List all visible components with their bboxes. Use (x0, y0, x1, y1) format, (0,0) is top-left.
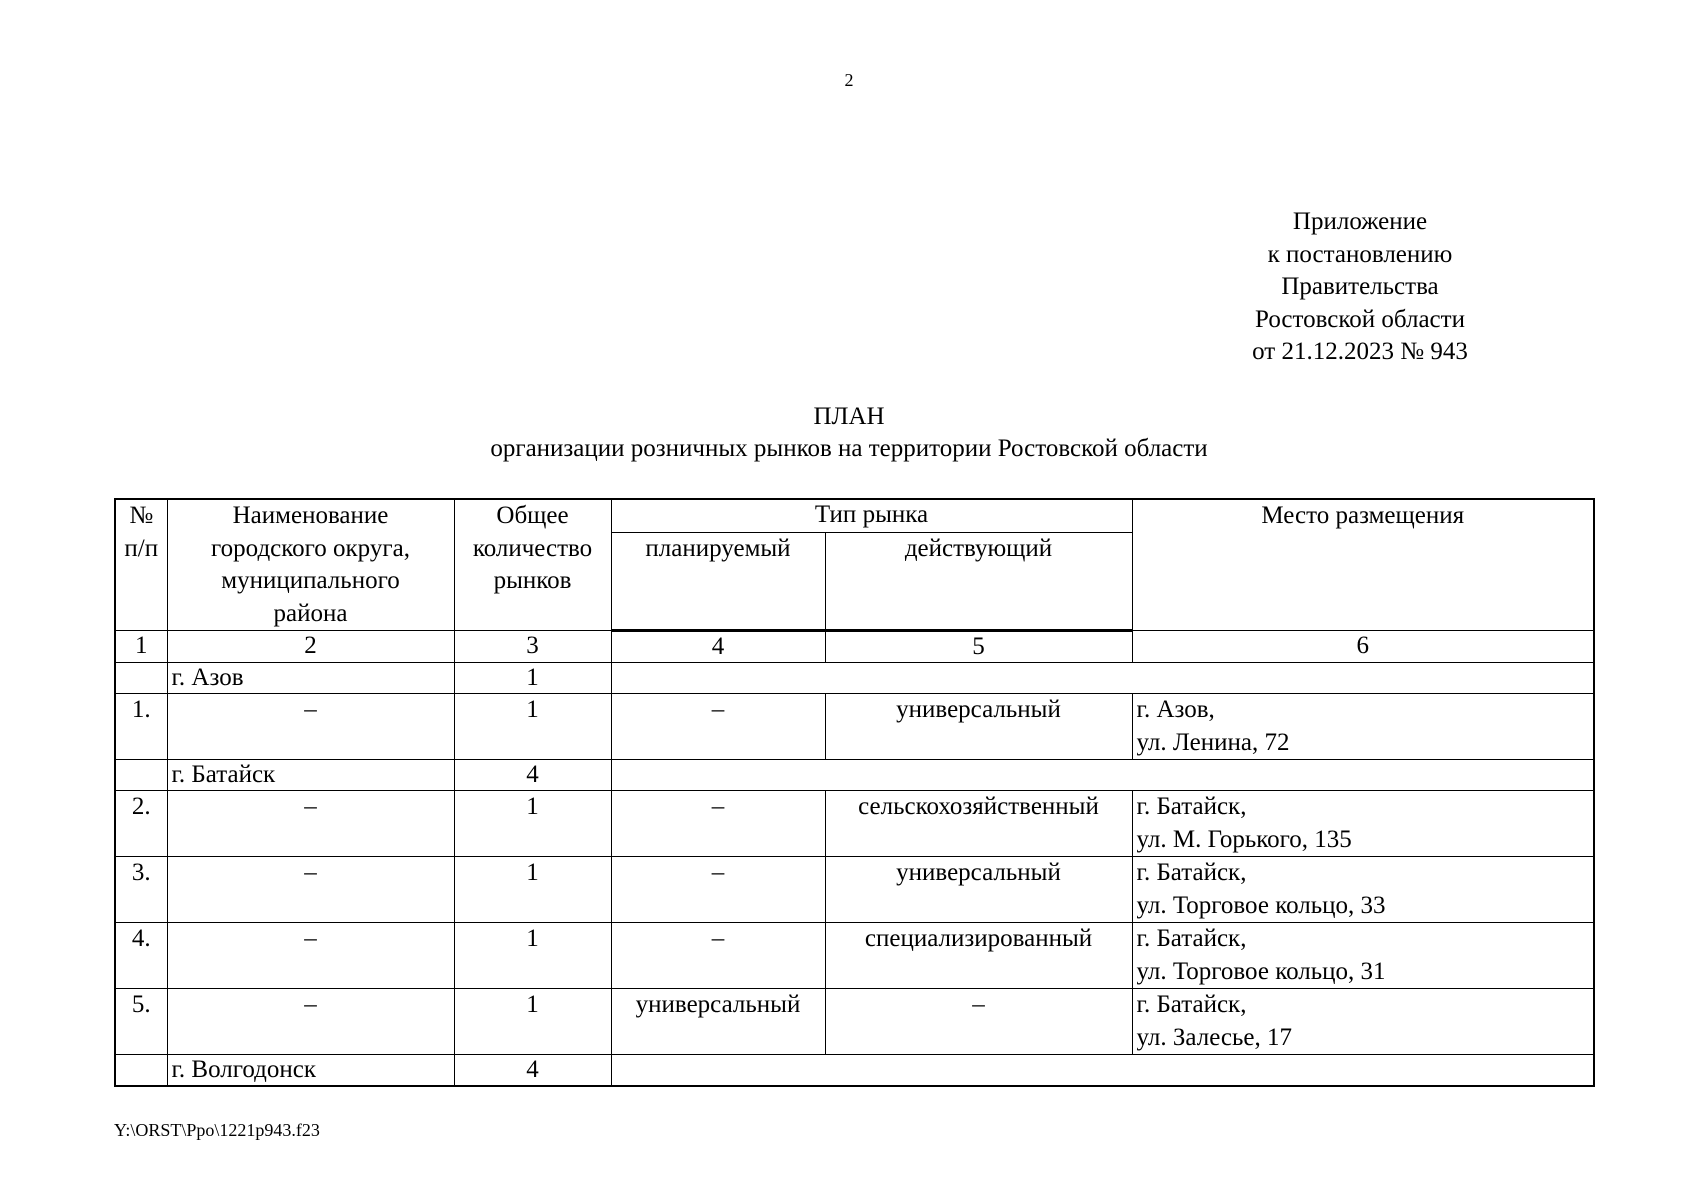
appendix-line: к постановлению (1267, 240, 1453, 268)
row-active: специализированный (825, 923, 1132, 989)
markets-plan-table (114, 498, 1595, 1087)
appendix-note (1200, 206, 1520, 369)
row-planned: – (611, 694, 825, 760)
table-row (115, 791, 1594, 857)
row-planned: универсальный (611, 989, 825, 1055)
header-number: № п/п (115, 499, 167, 631)
row-location: г. Батайск, ул. Залесье, 17 (1132, 989, 1594, 1055)
appendix-line: Приложение (1292, 208, 1428, 235)
row-name: – (167, 694, 454, 760)
district-market-count: 1 (454, 663, 611, 694)
table-row (115, 989, 1594, 1055)
row-planned: – (611, 923, 825, 989)
appendix-line: Ростовской области (1255, 305, 1465, 333)
row-active: универсальный (825, 857, 1132, 923)
appendix-line: от 21.12.2023 № 943 (1252, 338, 1468, 365)
column-numbers-row (115, 631, 1594, 663)
document-title: ПЛАН (813, 403, 885, 430)
row-active: универсальный (825, 694, 1132, 760)
row-total: 1 (454, 791, 611, 857)
column-number: 3 (454, 631, 611, 663)
district-row (115, 1055, 1594, 1087)
row-total: 1 (454, 989, 611, 1055)
header-district-name: Наименование городского округа, муниципального района (167, 499, 454, 631)
header-market-type: Тип рынка (611, 499, 1132, 533)
page-number: 2 (844, 70, 854, 90)
district-name: г. Волгодонск (167, 1055, 454, 1087)
column-number: 5 (825, 631, 1132, 663)
header-location: Место размещения (1132, 499, 1594, 631)
header-total-markets: Общее количество рынков (454, 499, 611, 631)
table-row (115, 694, 1594, 760)
document-heading (0, 401, 1698, 465)
row-planned: – (611, 857, 825, 923)
row-name: – (167, 791, 454, 857)
row-number: 1. (115, 694, 167, 760)
row-total: 1 (454, 923, 611, 989)
table-row (115, 857, 1594, 923)
table-row (115, 923, 1594, 989)
row-number: 3. (115, 857, 167, 923)
header-planned: планируемый (611, 533, 825, 631)
district-market-count: 4 (454, 760, 611, 791)
column-number: 6 (1132, 631, 1594, 663)
district-row (115, 663, 1594, 694)
row-planned: – (611, 791, 825, 857)
row-number: 5. (115, 989, 167, 1055)
row-location: г. Батайск, ул. Торговое кольцо, 31 (1132, 923, 1594, 989)
district-name: г. Батайск (167, 760, 454, 791)
document-subtitle: организации розничных рынков на территории Ростовской области (490, 435, 1208, 462)
row-active: сельскохозяйственный (825, 791, 1132, 857)
district-name: г. Азов (167, 663, 454, 694)
district-market-count: 4 (454, 1055, 611, 1087)
row-name: – (167, 923, 454, 989)
column-number: 4 (611, 631, 825, 663)
row-location: г. Батайск, ул. М. Горького, 135 (1132, 791, 1594, 857)
row-total: 1 (454, 694, 611, 760)
row-location: г. Азов, ул. Ленина, 72 (1132, 694, 1594, 760)
row-name: – (167, 989, 454, 1055)
header-active: действующий (825, 533, 1132, 631)
district-row (115, 760, 1594, 791)
column-number: 2 (167, 631, 454, 663)
row-location: г. Батайск, ул. Торговое кольцо, 33 (1132, 857, 1594, 923)
row-number: 2. (115, 791, 167, 857)
column-number: 1 (115, 631, 167, 663)
row-total: 1 (454, 857, 611, 923)
row-active: – (825, 989, 1132, 1055)
row-name: – (167, 857, 454, 923)
file-path: Y:\ORST\Ppo\1221p943.f23 (114, 1120, 320, 1140)
appendix-line: Правительства (1281, 273, 1439, 300)
row-number: 4. (115, 923, 167, 989)
